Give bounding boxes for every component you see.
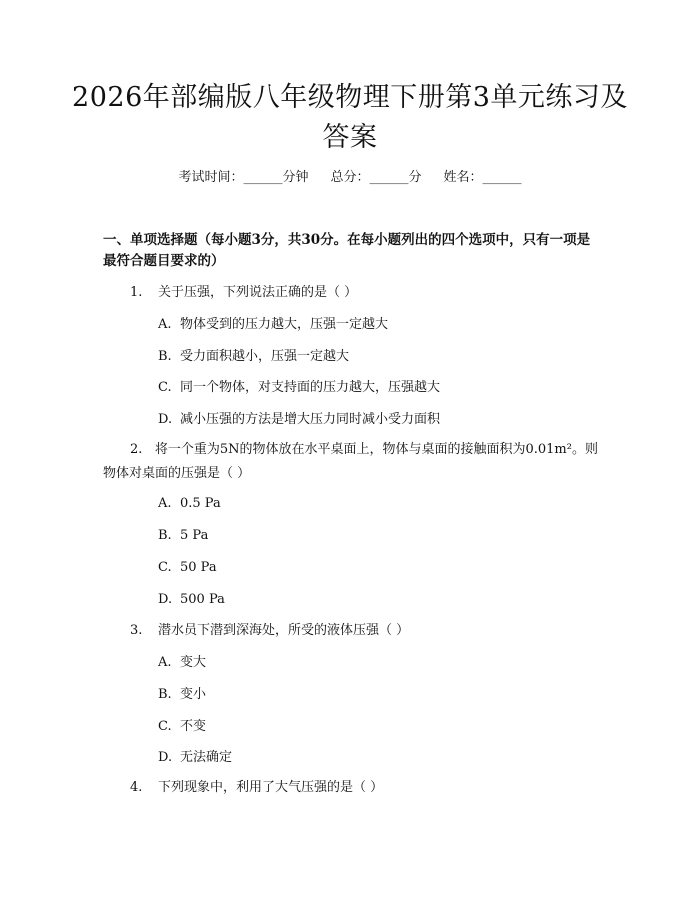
option-text: 受力面积越小，压强一定越大 xyxy=(180,349,350,364)
option-text: 物体受到的压力越大，压强一定越大 xyxy=(180,317,389,332)
question-number: 4. xyxy=(130,780,143,795)
question-4 xyxy=(130,777,600,798)
question-1 xyxy=(130,282,600,303)
option-letter: A. xyxy=(158,317,172,332)
question-3-option-d xyxy=(158,748,598,768)
question-text: 将一个重为5N的物体放在水平桌面上，物体与桌面的接触面积为0.01m²。则物体对桌面的压强是（ ） xyxy=(103,442,598,481)
option-letter: D. xyxy=(158,750,173,765)
option-text: 同一个物体，对支持面的压力越大，压强越大 xyxy=(180,380,441,395)
question-1-option-c xyxy=(158,378,598,398)
question-1-option-b xyxy=(158,347,598,367)
question-2-option-c xyxy=(158,558,598,578)
question-text: 潜水员下潜到深海处，所受的液体压强（ ） xyxy=(158,623,410,638)
question-2 xyxy=(103,438,603,486)
question-number: 3. xyxy=(130,623,143,638)
question-number: 1. xyxy=(130,285,143,300)
option-letter: C. xyxy=(158,380,172,395)
document-title: 2026年部编版八年级物理下册第3单元练习及答案 xyxy=(72,82,628,153)
question-2-option-d xyxy=(158,590,598,610)
question-1-option-a xyxy=(158,315,598,335)
option-letter: D. xyxy=(158,412,173,427)
question-2-option-b xyxy=(158,526,598,546)
option-letter: A. xyxy=(158,496,172,511)
exam-time-label: 考试时间：______分钟 xyxy=(178,170,309,185)
option-letter: B. xyxy=(158,528,172,543)
question-3-option-b xyxy=(158,685,598,705)
question-3-option-c xyxy=(158,717,598,737)
question-3-option-a xyxy=(158,653,598,673)
option-text: 5 Pa xyxy=(180,528,209,543)
option-letter: C. xyxy=(158,719,172,734)
option-letter: B. xyxy=(158,349,172,364)
question-1-option-d xyxy=(158,410,598,430)
option-text: 50 Pa xyxy=(180,560,217,575)
section-heading: 一、单项选择题（每小题3分，共30分。在每小题列出的四个选项中，只有一项是最符合题目要求的） xyxy=(103,232,591,269)
question-2-option-a xyxy=(158,494,598,514)
question-text: 关于压强，下列说法正确的是（ ） xyxy=(158,285,358,300)
question-3 xyxy=(130,620,600,641)
option-letter: B. xyxy=(158,687,172,702)
option-letter: C. xyxy=(158,560,172,575)
option-text: 变大 xyxy=(180,655,207,670)
option-letter: A. xyxy=(158,655,172,670)
exam-meta-line xyxy=(0,168,700,188)
option-text: 变小 xyxy=(180,687,207,702)
name-label: 姓名：______ xyxy=(443,170,522,185)
total-score-label: 总分：______分 xyxy=(330,170,422,185)
option-text: 0.5 Pa xyxy=(180,496,221,511)
question-number: 2. xyxy=(130,442,143,457)
option-text: 500 Pa xyxy=(180,592,225,607)
option-text: 减小压强的方法是增大压力同时减小受力面积 xyxy=(180,412,441,427)
question-text: 下列现象中，利用了大气压强的是（ ） xyxy=(158,780,384,795)
option-text: 无法确定 xyxy=(180,750,233,765)
option-text: 不变 xyxy=(180,719,207,734)
option-letter: D. xyxy=(158,592,173,607)
